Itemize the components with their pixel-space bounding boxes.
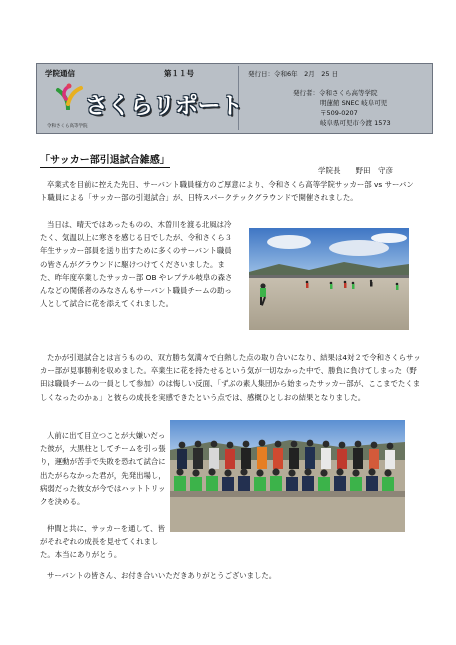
publisher-line: 岐阜県可児市今渡 1573: [320, 119, 391, 127]
publisher-info: [293, 88, 391, 128]
article-paragraph: たかが引退試合とは言うものの、双方勝ち気満々で白熱した点の取り合いになり、結果は4対２で令和さくらサッカー部が見事勝利を収めました。卒業生に花を持たせるという気が一切なかった中で、勝負に負けてしまった（野田は職員チームの一員として参加）のは悔しい反面、「ずぶの素人集団から始まったサッカー部が、ここまでたくましくなったのかぁ」と彼らの成長を実感できたという点では、感概ひとしおの結果となりました。: [40, 353, 421, 402]
newsletter-title: さくらリポート: [85, 93, 243, 119]
issue-date: 発行日：令和6年 2月 25 日: [248, 70, 339, 78]
publisher-line: 明蓮館 SNEC 岐阜可児: [320, 99, 388, 107]
article-paragraph: 仲間と共に、サッカーを通して、皆がそれぞれの成長を見せてくれました。本当にありがとう。: [40, 524, 165, 560]
publisher-line: 発行者：令和さくら高等学院: [293, 89, 378, 97]
heading-underline: [40, 167, 170, 168]
sakura-logo-icon: [54, 82, 84, 110]
article-paragraph: 人前に出て目立つことが大嫌いだった彼が，大黒柱としてチームを引っ張り，運動が苦手で失敗を恐れて試合に出たがらなかった君が，先発出場し，病弱だった彼女が今ではハットトリックを決める。: [40, 431, 166, 507]
article-author: 学院長 野田 守彦: [318, 166, 393, 175]
issue-number: 第１１号: [164, 69, 194, 78]
article-heading: 「サッカー部引退試合雑感」: [40, 155, 170, 166]
school-name-small: 令和さくら高等学院: [47, 124, 88, 129]
article-paragraph: 卒業式を目前に控えた先日、サーバント職員様方のご厚意により、令和さくら高等学院サッカー部 vs サーバント職員による「サッカー部の引退試合」が、日特スパークテックグラウンドで開催されました。: [40, 180, 414, 203]
closing-line: サーバントの皆さん、お付き合いいただきありがとうございました。: [47, 571, 277, 580]
newsletter-category: 学院通信: [45, 69, 75, 78]
team-group-photo: [170, 420, 405, 532]
article-paragraph: 当日は、晴天ではあったものの、木曽川を渡る北風は冷たく、気温以上に寒さを感じる日でしたが、令和さくら３年生サッカー部員を送り出すために多くのサーバント職員の皆さんがグラウンドに駆けつけてくださいました。また、昨年度卒業したサッカー部 OB やレプテル岐阜の森さんなどの関係者のみなさんもサーバント職員チームの助っ人として試合に花を添えてくれました。: [40, 220, 233, 309]
match-photo: [249, 228, 409, 330]
newsletter-banner: [36, 63, 433, 134]
publisher-line: 〒509-0207: [320, 109, 358, 117]
